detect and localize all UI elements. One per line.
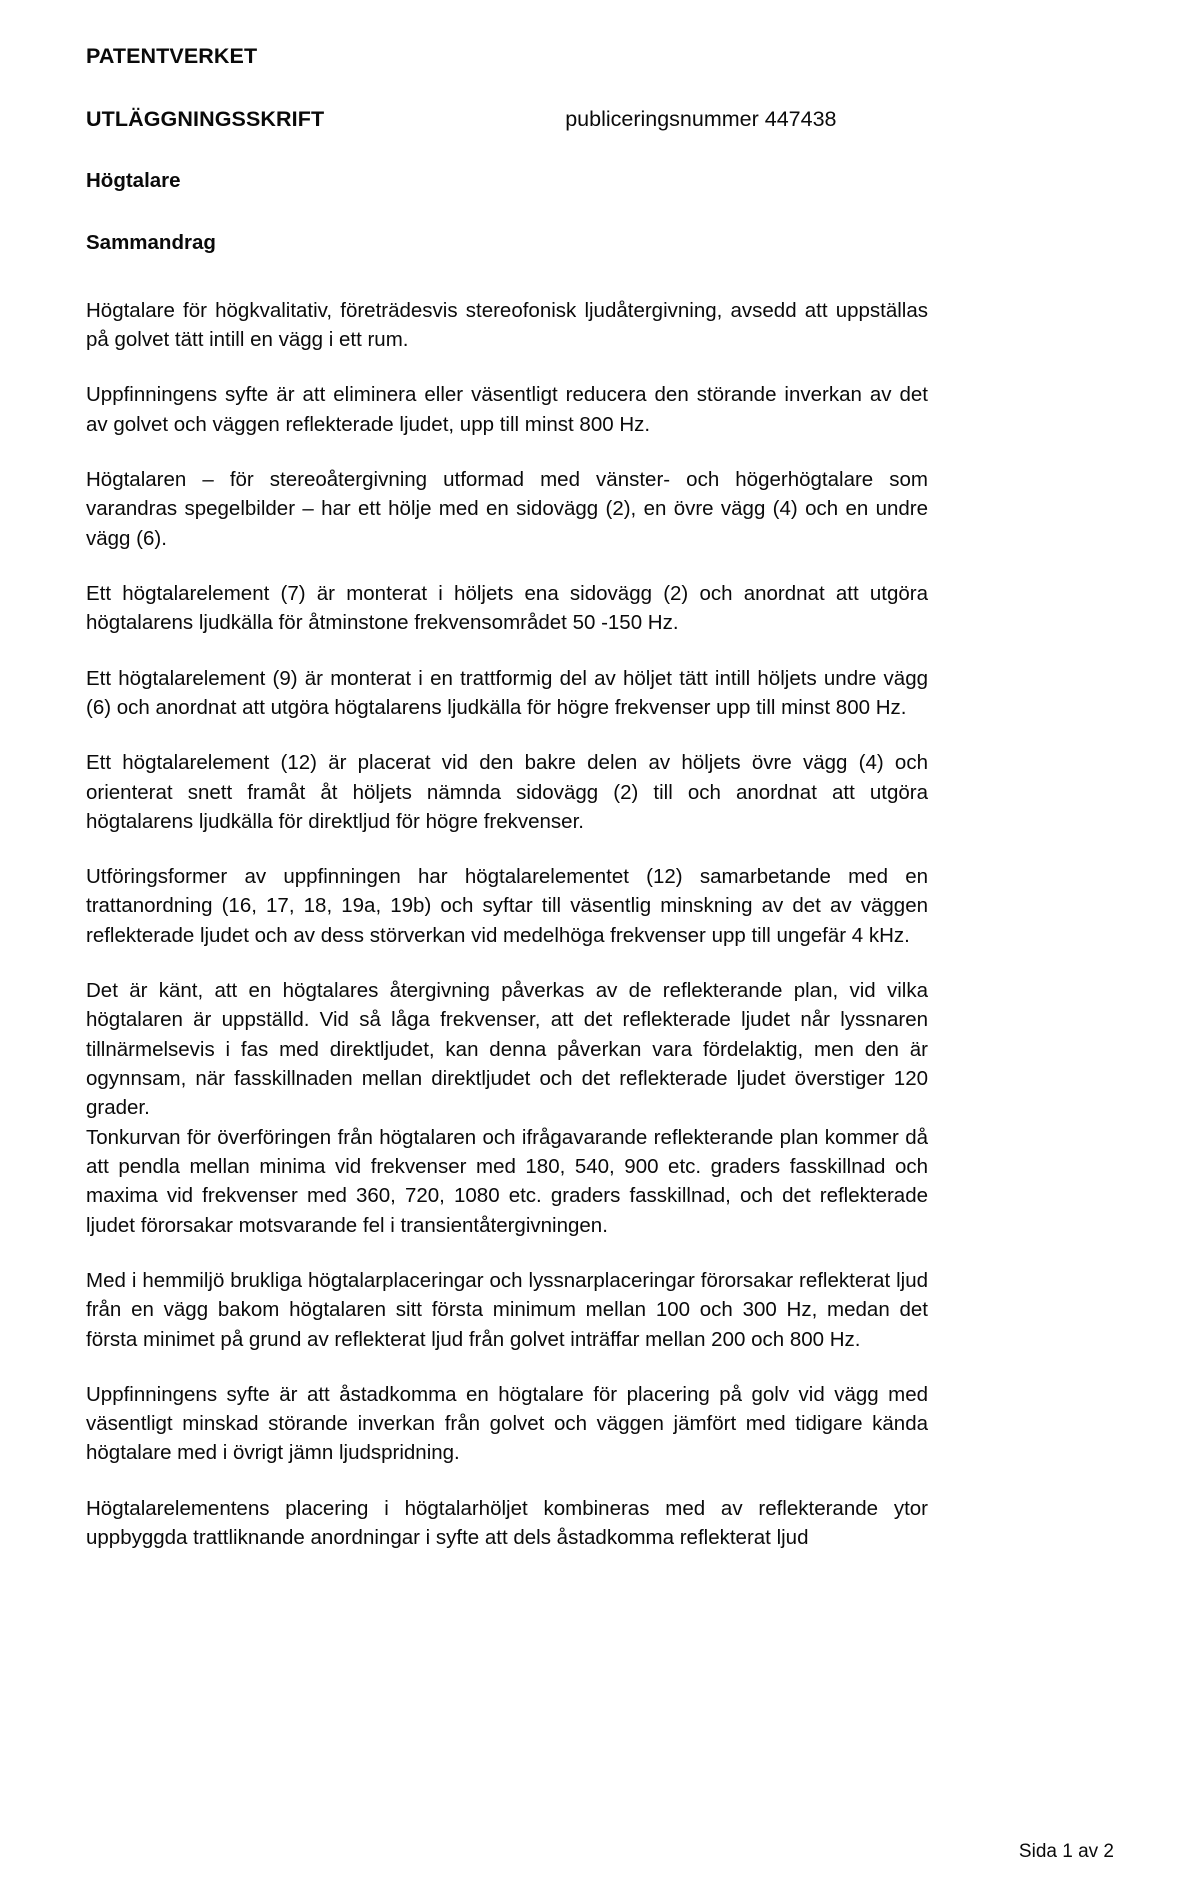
document-type-heading: UTLÄGGNINGSSKRIFT [86, 106, 325, 131]
paragraph: Ett högtalarelement (12) är placerat vid den bakre delen av höljets övre vägg (4) och orienterat snett framåt åt höljets nämnda sidovägg (2) till och anordnat att utgöra högtalarens ljudkälla för direktljud för högre frekvenser. [86, 751, 928, 833]
page-footer: Sida 1 av 2 [1018, 1841, 1114, 1863]
invention-title: Högtalare [86, 168, 181, 192]
paragraph: Högtalarelementens placering i högtalarhöljet kombineras med av reflekterande ytor uppbyggda trattliknande anordningar i syfte att dels åstadkomma reflekterat ljud [86, 1496, 928, 1550]
authority-heading: PATENTVERKET [86, 44, 258, 68]
paragraph: Tonkurvan för överföringen från högtalaren och ifrågavarande reflekterande plan kommer då att pendla mellan minima vid frekvenser med 180, 540, 900 etc. graders fasskillnad och maxima vid frekvenser med 360, 720, 1080 etc. graders fasskillnad, och det reflekterade ljudet förorsakar motsvarande fel i transientåtergivningen. [86, 1125, 928, 1237]
paragraph: Det är känt, att en högtalares återgivning påverkas av de reflekterande plan, vid vilka högtalaren är uppställd. Vid så låga frekvenser, att det reflekterade ljudet når lyssnaren tillnärmelsevis i fas med direktljudet, kan denna påverkan vara fördelaktig, men den är ogynnsam, när fasskillnaden mellan direktljudet och det reflekterade ljudet överstiger 120 grader. [86, 979, 928, 1120]
paragraph: Ett högtalarelement (9) är monterat i en trattformig del av höljet tätt intill höljets undre vägg (6) och anordnat att utgöra högtalarens ljudkälla för högre frekvenser upp till minst 800 Hz. [86, 666, 928, 719]
paragraph: Med i hemmiljö brukliga högtalarplaceringar och lyssnarplaceringar förorsakar reflekterat ljud från en vägg bakom högtalaren sitt första minimum mellan 100 och 300 Hz, medan det första minimet på grund av reflekterat ljud från golvet inträffar mellan 200 och 800 Hz. [86, 1268, 928, 1351]
paragraph: Utföringsformer av uppfinningen har högtalarelementet (12) samarbetande med en trattanordning (16, 17, 18, 19a, 19b) och syftar till väsentlig minskning av det av väggen reflekterade ljudet och av dess störverkan vid medelhöga frekvenser upp till ungefär 4 kHz. [86, 865, 928, 947]
abstract-heading: Sammandrag [86, 231, 216, 255]
paragraph: Uppfinningens syfte är att eliminera eller väsentligt reducera den störande inverkan av det av golvet och väggen reflekterade ljudet, upp till minst 800 Hz. [86, 383, 928, 436]
paragraph: Högtalaren – för stereoåtergivning utformad med vänster- och högerhögtalare som varandras spegelbilder – har ett hölje med en sidovägg (2), en övre vägg (4) och en undre vägg (6). [86, 468, 928, 550]
paragraph: Högtalare för högkvalitativ, företrädesvis stereofonisk ljudåtergivning, avsedd att uppställas på golvet tätt intill en vägg i ett rum. [86, 298, 928, 352]
publication-number: publiceringsnummer 447438 [565, 106, 837, 131]
paragraph: Ett högtalarelement (7) är monterat i höljets ena sidovägg (2) och anordnat att utgöra högtalarens ljudkälla för åtminstone frekvensområdet 50 -150 Hz. [86, 581, 928, 635]
doc-type-row [86, 107, 928, 133]
document-body [86, 44, 928, 1552]
paragraph: Uppfinningens syfte är att åstadkomma en högtalare för placering på golv vid vägg med väsentligt minskad störande inverkan från golvet och väggen jämfört med tidigare kända högtalare med i övrigt jämn ljudspridning. [86, 1382, 928, 1465]
